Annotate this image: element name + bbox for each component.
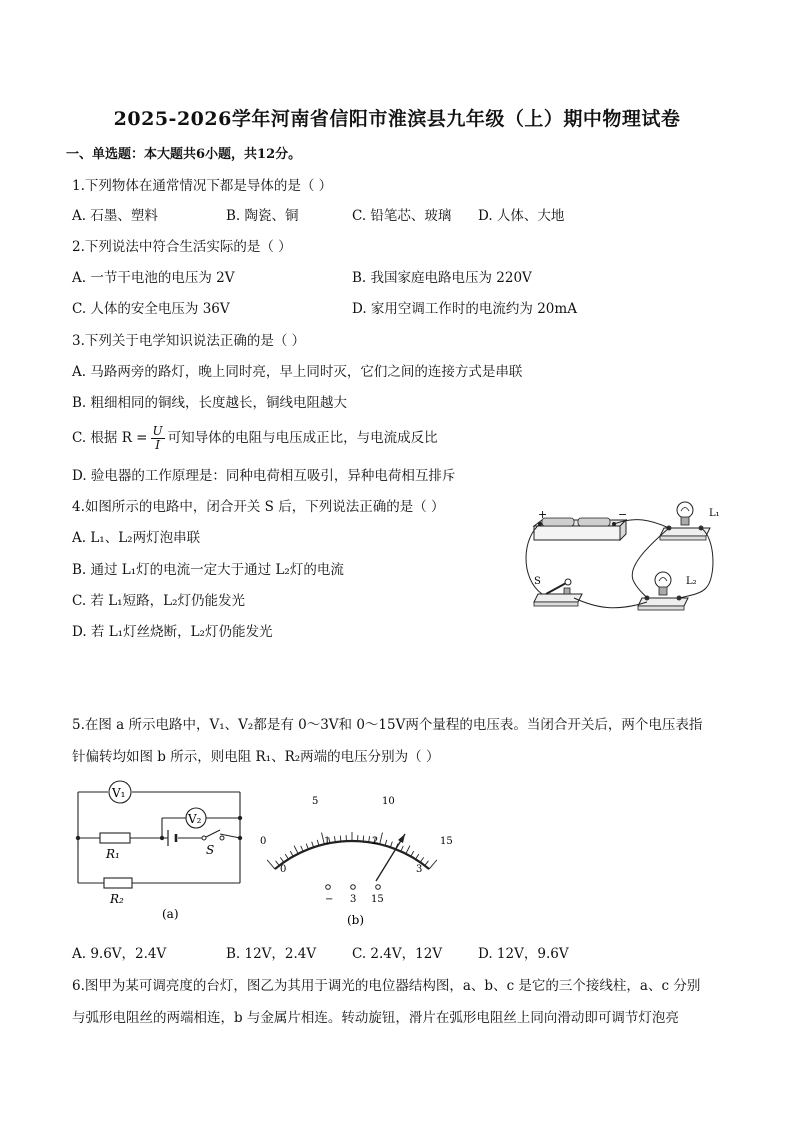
terminal-label: −: [325, 894, 334, 905]
resistor-r1: [100, 833, 130, 843]
fraction-denominator: I: [155, 438, 160, 452]
question-6-line-1: 6.图甲为某可调亮度的台灯，图乙为其用于调光的电位器结构图，a、b、c 是它的三个接线柱，a、c 分别: [72, 978, 701, 994]
outer-scale-label: 10: [382, 796, 395, 807]
switch-s-label: S: [206, 843, 215, 857]
page-title: 2025-2026学年河南省信阳市淮滨县九年级（上）期中物理试卷: [113, 108, 681, 130]
junction-dot: [160, 836, 164, 840]
switch-s: [534, 579, 582, 606]
dial-tick: [340, 836, 341, 842]
dial-scale: [267, 832, 437, 869]
dial-tick: [285, 854, 288, 859]
terminal-15v: [376, 885, 381, 890]
voltmeter-v2-label: V₂: [188, 812, 202, 826]
battery-symbol: [168, 830, 176, 846]
dial-tick: [429, 860, 437, 869]
dial-tick: [406, 846, 410, 854]
q3-option-a: A. 马路两旁的路灯，晚上同时亮，早上同时灭，它们之间的连接方式是串联: [72, 364, 523, 380]
outer-scale-label: 15: [440, 836, 453, 847]
lamp-l2: [638, 572, 688, 610]
dial-tick: [276, 861, 280, 866]
q5-option-b: B. 12V，2.4V: [226, 946, 317, 962]
q3-option-c-prefix: C. 根据 R =: [72, 430, 148, 446]
section-heading: 一、单选题：本大题共6小题，共12分。: [66, 147, 302, 162]
question-6-line-2: 与弧形电阻丝的两端相连，b 与金属片相连。转动旋钮，滑片在弧形电阻丝上同向滑动即可调节灯泡亮: [72, 1010, 679, 1026]
dial-tick: [416, 854, 419, 859]
figure-b-caption: (b): [347, 913, 365, 927]
battery-box: [534, 518, 626, 540]
outer-scale-label: 0: [260, 836, 267, 847]
q2-option-a: A. 一节干电池的电压为 2V: [72, 270, 235, 286]
dial-tick: [420, 857, 423, 862]
question-5-stem-line-2: 针偏转均如图 b 所示，则电阻 R₁、R₂两端的电压分别为（ ）: [72, 749, 440, 765]
junction-dot: [238, 836, 242, 840]
q1-option-d: D. 人体、大地: [478, 208, 565, 224]
q3-option-c-suffix: 可知导体的电阻与电压成正比，与电流成反比: [167, 430, 438, 446]
dial-tick: [267, 860, 275, 869]
question-3-stem: 3.下列关于电学知识说法正确的是（ ）: [72, 333, 306, 349]
dial-tick: [280, 857, 283, 862]
q3-option-d: D. 验电器的工作原理是：同种电荷相互吸引，异种电荷相互排斥: [72, 468, 456, 484]
outer-scale-label: 5: [312, 796, 319, 807]
figure-a-caption: (a): [162, 907, 179, 921]
q4-option-d: D. 若 L₁灯丝烧断，L₂灯仍能发光: [72, 624, 273, 640]
q3-option-c: [72, 420, 438, 456]
q2-option-c: C. 人体的安全电压为 36V: [72, 301, 230, 317]
question-2-stem: 2.下列说法中符合生活实际的是（ ）: [72, 239, 292, 255]
junction-dot: [76, 836, 80, 840]
terminal-3v: [351, 885, 356, 890]
dial-arc: [275, 841, 429, 869]
lamp-l2-label: L₂: [686, 576, 697, 587]
q4-circuit-figure: [516, 498, 726, 630]
switch-s-label: S: [534, 576, 541, 587]
dial-tick: [380, 833, 383, 845]
dial-tick: [294, 846, 298, 854]
junction-dot: [238, 816, 242, 820]
q5-option-c: C. 2.4V，12V: [352, 946, 443, 962]
battery-minus-label: −: [618, 508, 628, 521]
voltmeter-v1-label: V₁: [112, 786, 126, 800]
terminal-negative: [326, 885, 331, 890]
inner-scale-label: 1: [324, 836, 331, 847]
q1-option-a: A. 石墨、塑料: [72, 208, 158, 224]
q5-option-a: A. 9.6V，2.4V: [72, 946, 167, 962]
q2-option-d: D. 家用空调工作时的电流约为 20mA: [352, 301, 577, 317]
fraction-numerator: U: [152, 424, 163, 438]
dial-tick: [363, 836, 364, 842]
question-4-stem: 4.如图所示的电路中，闭合开关 S 后，下列说法正确的是（ ）: [72, 499, 445, 515]
q5-option-d: D. 12V，9.6V: [478, 946, 569, 962]
q1-option-b: B. 陶瓷、铜: [226, 208, 299, 224]
dial-tick: [425, 861, 429, 866]
q4-option-c: C. 若 L₁短路，L₂灯仍能发光: [72, 593, 245, 609]
q5-voltmeter-dial-b: [252, 786, 452, 928]
resistor-r1-label: R₁: [106, 847, 120, 861]
question-5-stem-line-1: 5.在图 a 所示电路中，V₁、V₂都是有 0～3V和 0～15V两个量程的电压表。当闭合开关后，两个电压表指: [72, 717, 703, 733]
inner-scale-label: 2: [372, 836, 379, 847]
terminal-label: 15: [371, 894, 384, 905]
dial-tick: [290, 851, 293, 856]
dial-tick: [411, 851, 414, 856]
q3-option-b: B. 粗细相同的铜线，长度越长，铜线电阻越大: [72, 395, 348, 411]
q5-circuit-diagram-a: [70, 784, 250, 924]
q4-option-a: A. L₁、L₂两灯泡串联: [72, 530, 201, 546]
q2-option-b: B. 我国家庭电路电压为 220V: [352, 270, 532, 286]
voltmeter-v2: [186, 808, 206, 828]
lamp-l1: [660, 502, 710, 540]
needle-arrowhead: [398, 834, 405, 843]
switch-s: [202, 830, 224, 840]
resistor-r2: [104, 878, 132, 888]
q4-option-b: B. 通过 L₁灯的电流一定大于通过 L₂灯的电流: [72, 562, 344, 578]
inner-scale-label: 3: [416, 864, 423, 875]
terminal-label: 3: [350, 894, 357, 905]
lamp-l1-label: L₁: [709, 508, 720, 519]
question-1-stem: 1.下列物体在通常情况下都是导体的是（ ）: [72, 178, 333, 194]
fraction: [151, 425, 165, 452]
resistor-r2-label: R₂: [110, 892, 124, 906]
inner-scale-label: 0: [280, 864, 287, 875]
q1-option-c: C. 铅笔芯、玻璃: [352, 208, 452, 224]
voltmeter-v1: [109, 781, 131, 803]
battery-plus-label: +: [538, 508, 548, 521]
